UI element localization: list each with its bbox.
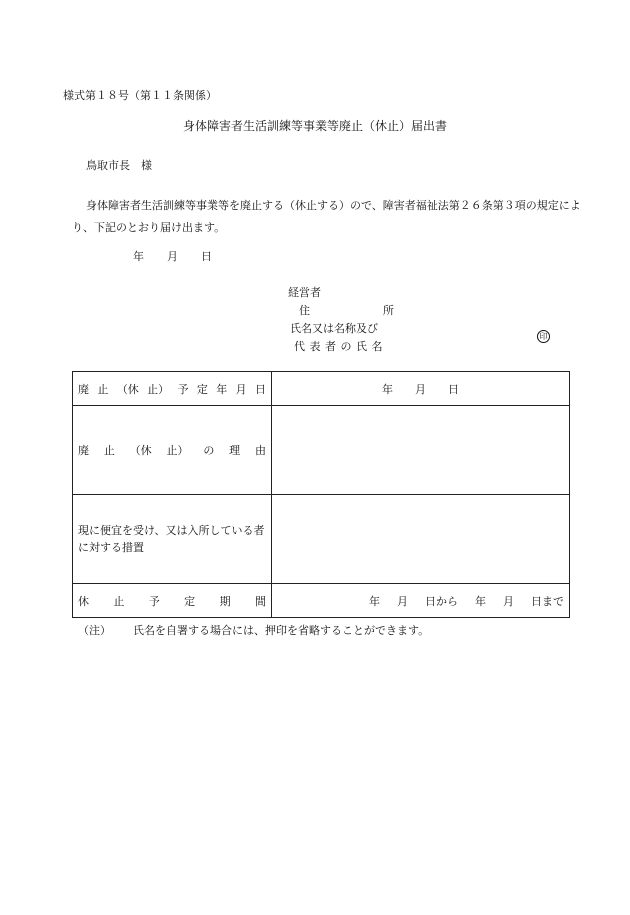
row-label-suspension-period: [73, 584, 272, 618]
footnote-head: （注）: [78, 624, 111, 637]
body-text: 身体障害者生活訓練等事業等を廃止する（休止する）ので、障害者福祉法第２６条第３項の規定により、下記のとおり届け出ます。: [72, 199, 581, 234]
operator-label: 経営者: [288, 286, 321, 299]
planned-date-value: 年 月 日: [382, 382, 459, 396]
measures-field[interactable]: [272, 495, 570, 584]
suspension-period-value: 年 月 日から 年 月 日まで: [369, 594, 564, 608]
table-row: [73, 584, 570, 618]
planned-date-field[interactable]: [272, 372, 570, 406]
document-title: 身体障害者生活訓練等事業等廃止（休止）届出書: [182, 119, 447, 133]
footnote-text: 氏名を自署する場合には、押印を省略することができます。: [133, 624, 430, 637]
footnote: [78, 625, 429, 636]
form-table: [72, 371, 570, 618]
measures-label: 現に便宜を受け、又は入所している者に対する措置: [78, 524, 265, 554]
operator-name-label-line1: 氏名又は名称及び: [290, 322, 378, 335]
row-label-planned-date: [73, 372, 272, 406]
table-row: [73, 406, 570, 495]
addressee: 鳥取市長 様: [86, 159, 152, 172]
planned-date-label: 廃 止 （休 止） 予 定 年 月 日: [78, 382, 266, 396]
row-label-reason: [73, 406, 272, 495]
reason-field[interactable]: [272, 406, 570, 495]
suspension-period-field[interactable]: [272, 584, 570, 618]
address-char: 住: [299, 304, 310, 317]
operator-address-label: [299, 305, 394, 316]
seal-mark: 印: [537, 330, 550, 343]
form-number: 様式第１８号（第１１条関係）: [63, 89, 217, 102]
reason-label: 廃 止 （休 止） の 理 由: [78, 444, 266, 457]
row-label-measures: [73, 495, 272, 584]
date-month: 月: [167, 250, 178, 263]
date-day: 日: [201, 250, 212, 263]
table-row: [73, 495, 570, 584]
operator-name-label-line2: 代 表 者 の 氏 名: [294, 340, 383, 353]
address-char: 所: [383, 304, 394, 317]
suspension-period-label: 休 止 予 定 期 間: [78, 594, 266, 608]
date-year: 年: [133, 250, 144, 263]
table-row: [73, 372, 570, 406]
submission-date: [133, 251, 235, 262]
